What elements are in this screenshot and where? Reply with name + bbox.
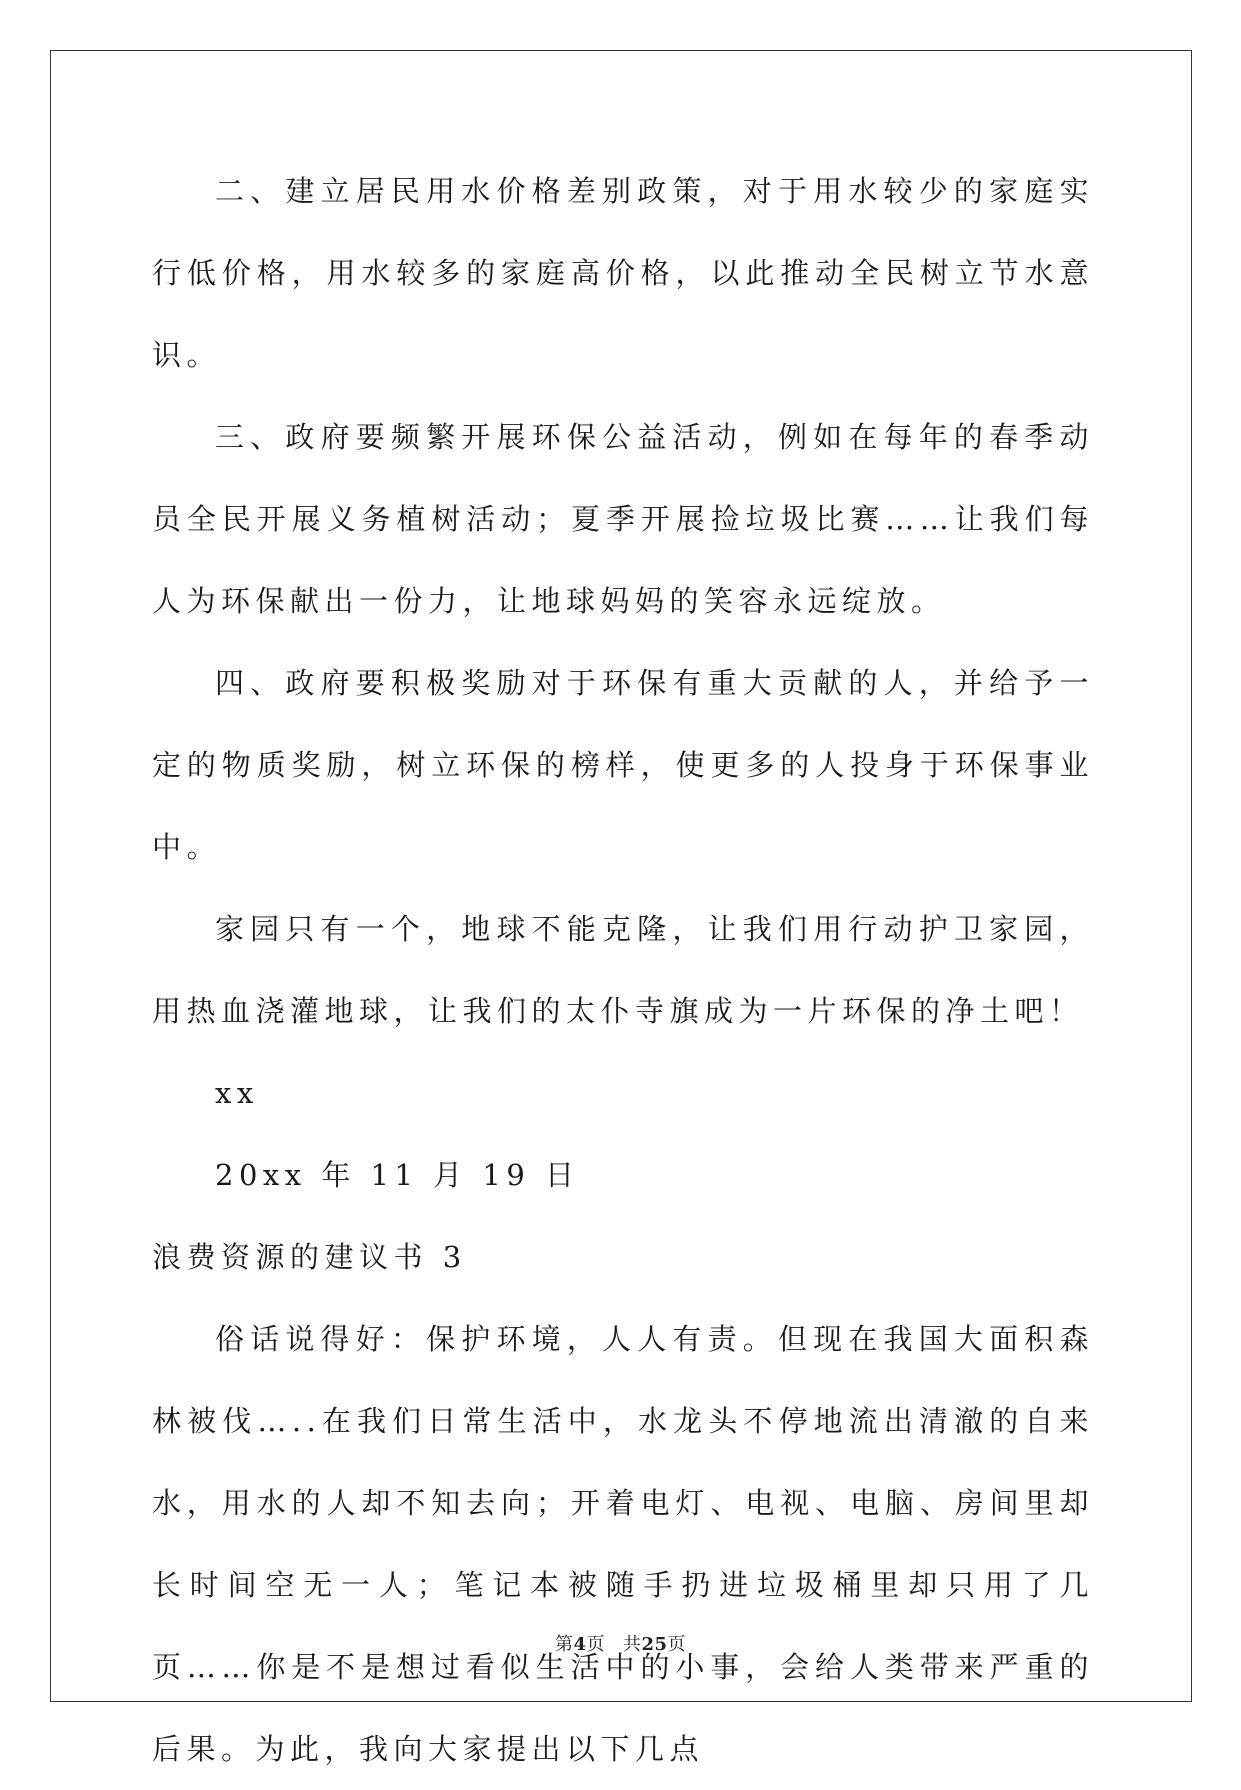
- footer-total-suffix: 页: [667, 1634, 687, 1655]
- paragraph-public-activities: 三、政府要频繁开展环保公益活动，例如在每年的春季动员全民开展义务植树活动；夏季开展捡垃圾比赛……让我们每人为环保献出一份力，让地球妈妈的笑容永远绽放。: [152, 420, 1094, 618]
- footer-total-prefix: 共: [622, 1634, 642, 1655]
- paragraph-conclusion: 家园只有一个，地球不能克隆，让我们用行动护卫家园，用热血浇灌地球，让我们的太仆寺旗成为一片环保的净土吧！: [152, 912, 1094, 1028]
- footer-page-suffix: 页: [586, 1634, 605, 1655]
- page-number: 4: [573, 1634, 587, 1655]
- paragraph-water-pricing: 二、建立居民用水价格差别政策，对于用水较少的家庭实行低价格，用水较多的家庭高价格，以此推动全民树立节水意识。: [152, 174, 1094, 372]
- paragraph-intro: 俗话说得好：保护环境，人人有责。但现在我国大面积森林被伐…..在我们日常生活中，水龙头不停地流出清澈的自来水，用水的人却不知去向；开着电灯、电视、电脑、房间里却长时间空无一人；笔记本被随手扔进垃圾桶里却只用了几页……你是不是想过看似生活中的小事，会给人类带来严重的后果。为此，我向大家提出以下几点: [152, 1322, 1094, 1766]
- footer-prefix: 第: [554, 1634, 574, 1655]
- signature: xx: [215, 1076, 259, 1110]
- page-footer: [0, 1630, 1241, 1656]
- document-body: [152, 150, 1094, 1790]
- paragraph-rewards: 四、政府要积极奖励对于环保有重大贡献的人，并给予一定的物质奖励，树立环保的榜样，使更多的人投身于环保事业中。: [152, 666, 1094, 864]
- total-pages: 25: [641, 1634, 668, 1655]
- date: 20xx 年 11 月 19 日: [215, 1158, 580, 1192]
- section-title: 浪费资源的建议书 3: [152, 1240, 467, 1274]
